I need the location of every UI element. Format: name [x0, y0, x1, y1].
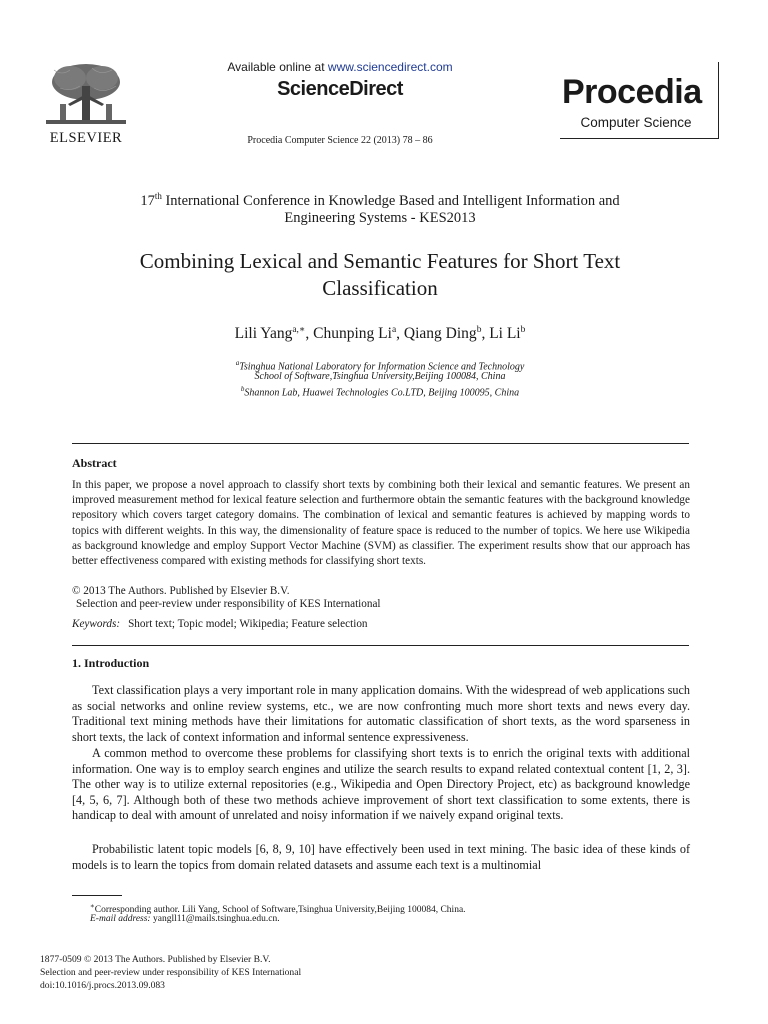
- doi-line[interactable]: doi:10.1016/j.procs.2013.09.083: [40, 980, 165, 991]
- affiliation-text: Tsinghua National Laboratory for Information Science and Technology: [239, 361, 525, 373]
- copyright-line: © 2013 The Authors. Published by Elsevier B.V.: [72, 585, 290, 597]
- divider: [72, 443, 689, 444]
- divider: [72, 645, 689, 646]
- author-separator: ,: [305, 325, 314, 343]
- author-name: Chunping Li: [313, 325, 392, 343]
- conference-name: [70, 188, 690, 227]
- journal-subtitle: Computer Science: [580, 115, 692, 130]
- availability-line: [170, 60, 510, 74]
- email-note: [90, 913, 280, 926]
- sciencedirect-logo: ScienceDirect: [277, 78, 403, 100]
- footnote-mark: ∗: [90, 902, 95, 910]
- affiliation-b: [70, 383, 690, 399]
- keywords-label: Keywords:: [72, 618, 121, 630]
- keywords-line: [72, 618, 368, 630]
- footnote-rule: [72, 895, 122, 896]
- author-separator: ,: [396, 325, 404, 343]
- affiliation-mark: b: [240, 385, 245, 393]
- author-list: [70, 324, 690, 343]
- footer-peer-review: Selection and peer-review under responsibility of KES International: [40, 967, 302, 978]
- conference-number: 17: [140, 192, 155, 209]
- conference-line-2: Engineering Systems - KES2013: [284, 209, 476, 226]
- availability-prefix: Available online at: [227, 60, 328, 74]
- abstract-heading: Abstract: [72, 456, 117, 470]
- abstract-text: In this paper, we propose a novel approach to classify short texts by combining both their lexical and semantic features. We present an improved measurement method for lexical feature selection and furthermore obtain the semantic features with the background knowledge repository which covers target category domains. The combination of lexical and semantic features is achieved by mapping words to topics with different weights. In this way, the dimensionality of feature space is reduced to the number of topics. We here use Wikipedia as background knowledge and employ Support Vector Machine (SVM) as classifier. The experiment results show that our approach has better effectiveness compared with existing methods for classifying short texts.: [72, 479, 690, 568]
- issn-line: 1877-0509 © 2013 The Authors. Published by Elsevier B.V.: [40, 954, 271, 965]
- author-affil-mark: b: [476, 325, 482, 335]
- email-label: E-mail address:: [90, 914, 151, 924]
- author-separator: ,: [481, 325, 490, 343]
- title-line-2: Classification: [322, 276, 438, 300]
- affiliation-text: Shannon Lab, Huawei Technologies Co.LTD, Beijing 100095, China: [244, 387, 520, 399]
- affiliation-mark: a: [235, 359, 240, 367]
- paper-title: [70, 248, 690, 302]
- journal-reference: Procedia Computer Science 22 (2013) 78 – 86: [247, 135, 433, 146]
- paragraph: Text classification plays a very important role in many application domains. With the widespread of web applications such as social networks and online review systems, etc., we are now confronting much more short texts and news every day. Traditional text mining methods have their limitations for automatic classification of short texts, as the word sparseness in short texts, the lack of context information and informal sentence expressiveness.: [72, 683, 690, 744]
- affiliation-a-line2: [70, 370, 690, 383]
- paragraph: A common method to overcome these problems for classifying short texts is to enrich the original texts with additional information. One way is to employ search engines and utilize the search results to expand related contextual content [1, 2, 3]. The other way is to utilize external repositories (e.g., Wikipedia and Open Directory Project, etc) as background knowledge [4, 5, 6, 7]. Although both of these two methods achieve improvement of short text classification to some extents, there is handicap to deal with amount of unrelated and noisy information if we naively expand original texts.: [72, 746, 690, 823]
- author-name: Lili Yang: [234, 325, 293, 343]
- conference-ordinal: th: [154, 191, 162, 201]
- section-heading: 1. Introduction: [72, 656, 150, 670]
- sciencedirect-link[interactable]: www.sciencedirect.com: [327, 60, 453, 74]
- peer-review-line: Selection and peer-review under responsibility of KES International: [76, 598, 381, 610]
- conference-line-1: International Conference in Knowledge Based and Intelligent Information and: [161, 192, 620, 209]
- author-affil-mark: a,∗: [292, 325, 306, 335]
- paragraph: Probabilistic latent topic models [6, 8, 9, 10] have effectively been used in text mining. The basic idea of these kinds of models is to learn the topics from domain related datasets and assume each text is a multinomial: [72, 842, 690, 872]
- author-name: Li Li: [489, 325, 521, 343]
- email-address[interactable]: yangll11@mails.tsinghua.edu.cn.: [150, 914, 280, 924]
- corresponding-author-text: Corresponding author. Lili Yang, School of Software,Tsinghua University,Beijing 100084, China.: [94, 905, 466, 916]
- author-name: Qiang Ding: [403, 325, 477, 343]
- keywords-text: Short text; Topic model; Wikipedia; Feature selection: [128, 618, 368, 630]
- title-line-1: Combining Lexical and Semantic Features for Short Text: [139, 249, 621, 273]
- journal-title: Procedia: [562, 73, 702, 111]
- author-affil-mark: a: [391, 325, 397, 335]
- author-affil-mark: b: [520, 325, 526, 335]
- publisher-name: ELSEVIER: [49, 130, 123, 146]
- affiliation-text: School of Software,Tsinghua University,Beijing 100084, China: [254, 371, 506, 382]
